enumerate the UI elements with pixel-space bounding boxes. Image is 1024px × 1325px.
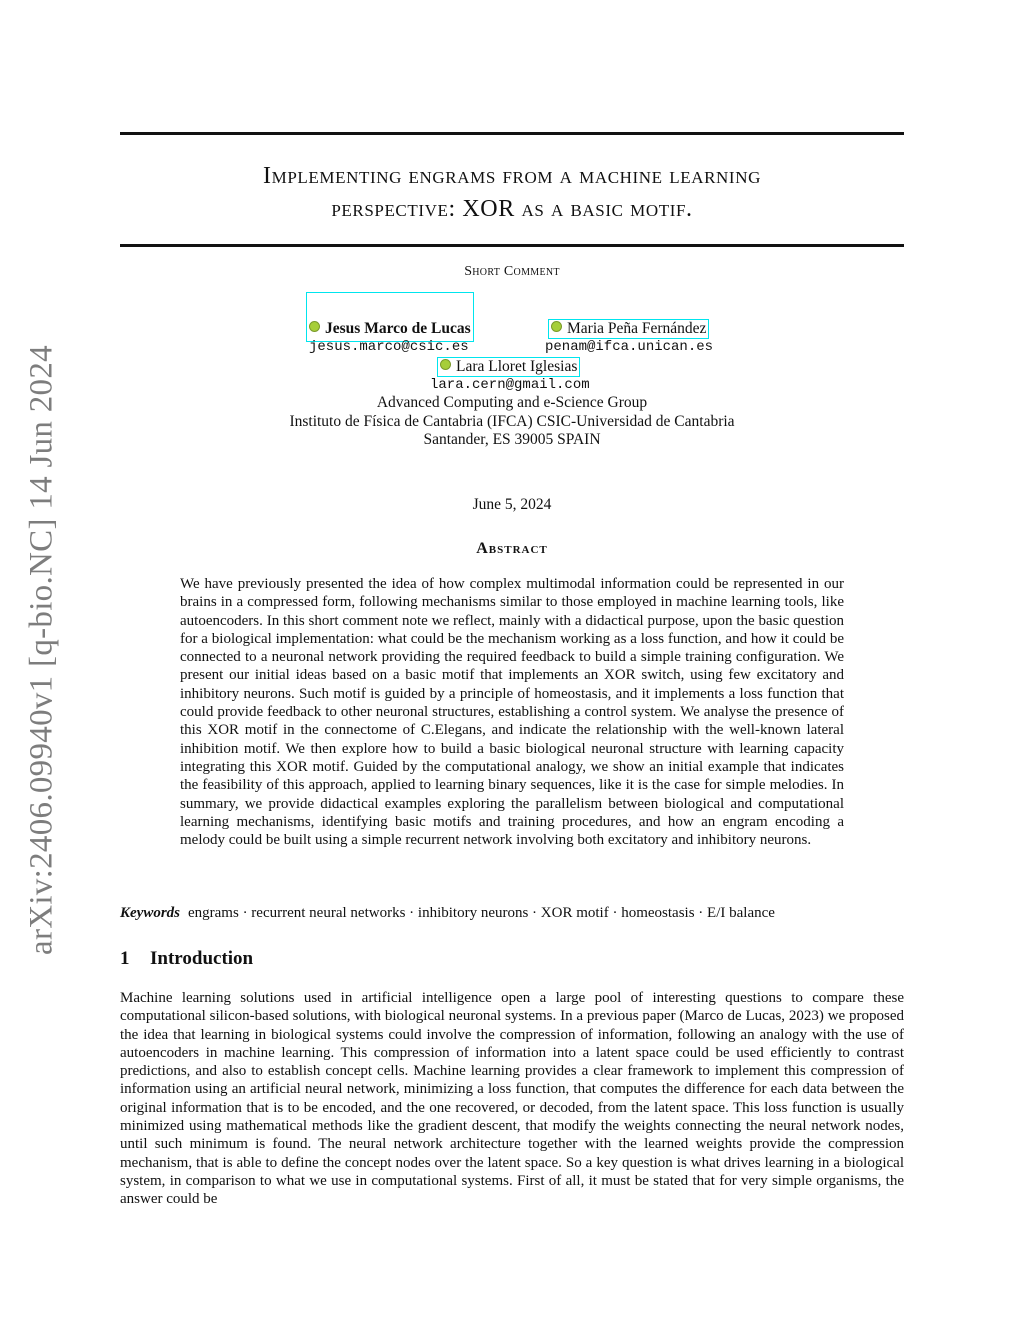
affiliation-institute: Instituto de Física de Cantabria (IFCA) CSIC-Universidad de Cantabria [289, 412, 735, 430]
author-1[interactable] [306, 292, 474, 342]
title-line-2 [120, 193, 904, 226]
abstract-text: We have previously presented the idea of how complex multimodal information could be represented in our brains in a compressed form, following mechanisms similar to those employed in machine learning tools, like autoencoders. In this short comment note we reflect, mainly with a didactical purpose, upon the basic question for a biological implementation: what could be the mechanism working as a loss function, and how it could be connected to a neuronal network providing the required feedback to build a simple training configuration. We present our initial ideas based on a basic motif that implements an XOR switch, using few excitatory and inhibitory neurons. Such motif is guided by a principle of homeostasis, and it implements a loss function that could provide feedback to other neuronal structures, establishing a control system. We analyse the presence of this XOR motif in the connectome of C.Elegans, and indicate the relationship with the well-known lateral inhibition motif. We then explore how to build a basic biological neuronal structure with learning capacity integrating this XOR motif. Guided by the computational analogy, we show an initial example that indicates the feasibility of this approach, applied to learning binary sequences, like it is the case for simple melodies. In summary, we provide didactical examples exploring the parallelism between biological and computational learning mechanisms, identifying basic motifs and training procedures, and how an engram encoding a melody could be built using a simple recurrent network involving both excitatory and inhibitory neurons. [180, 576, 844, 849]
orcid-icon[interactable] [309, 321, 320, 332]
abstract-heading: Abstract [476, 540, 548, 557]
author-3-email[interactable]: lara.cern@gmail.com [430, 377, 590, 393]
author-2-email[interactable]: penam@ifca.unican.es [545, 339, 714, 355]
affiliation-address: Santander, ES 39005 SPAIN [423, 431, 601, 448]
paper-title [120, 160, 904, 226]
orcid-icon[interactable] [551, 321, 562, 332]
title-line-2-end: as a basic motif. [514, 196, 693, 222]
paper-date: June 5, 2024 [472, 496, 552, 513]
title-line-2-start: perspective: [331, 196, 463, 222]
paper-type-label: Short Comment [464, 264, 560, 279]
title-xor: XOR [462, 196, 515, 222]
author-1-name: Jesus Marco de Lucas [325, 320, 471, 337]
author-2-link-box[interactable] [548, 319, 709, 339]
section-title: Introduction [150, 948, 254, 969]
author-1-email[interactable]: jesus.marco@csic.es [309, 339, 469, 355]
title-top-rule [120, 132, 904, 135]
author-1-link-box[interactable] [306, 292, 474, 342]
keywords-list: engrams · recurrent neural networks · inhibitory neurons · XOR motif · homeostasis · E/I balance [188, 905, 775, 921]
arxiv-identifier-stamp: arXiv:2406.09940v1 [q-bio.NC] 14 Jun 2024 [23, 345, 60, 955]
keywords-line [120, 904, 904, 922]
author-2[interactable] [548, 319, 709, 339]
introduction-paragraph: Machine learning solutions used in artificial intelligence open a large pool of interesting questions to compare these computational silicon-based solutions, with biological neuronal systems. In a previous paper (Marco de Lucas, 2023) we proposed the idea that learning in biological systems could involve the compression of information, following an analogy with the use of autoencoders in machine learning. This compression of information into a latent space could be used efficiently to contrast predictions, and also to establish concept cells. Machine learning provides a clear framework to implement this compression of information using an artificial neural network, minimizing a loss function, that computes the difference for each data between the original information that is to be encoded, and the one recovered, or decoded, from the latent space. This loss function is usually minimized using mathematical methods like the gradient descent, that modify the weights connecting the neural network nodes, until such minimum is found. The neural network architecture together with the learned weights provide the compression mechanism, that is able to define the concept nodes over the latent space. So a key question is what drives learning in a biological system, in comparison to what we use in computational systems. First of all, it must be stated that for very simple organisms, the answer could be [120, 990, 904, 1208]
author-3[interactable] [437, 357, 580, 377]
author-3-name: Lara Lloret Iglesias [456, 358, 578, 375]
affiliation [120, 394, 904, 450]
author-3-link-box[interactable] [437, 357, 580, 377]
keywords-label: Keywords [120, 905, 180, 921]
title-bottom-rule [120, 244, 904, 247]
section-number: 1 [120, 948, 130, 969]
author-2-name: Maria Peña Fernández [567, 320, 707, 337]
orcid-icon[interactable] [440, 359, 451, 370]
title-line-1: Implementing engrams from a machine learning [263, 163, 761, 189]
section-heading [120, 948, 253, 970]
affiliation-group: Advanced Computing and e-Science Group [376, 394, 648, 411]
